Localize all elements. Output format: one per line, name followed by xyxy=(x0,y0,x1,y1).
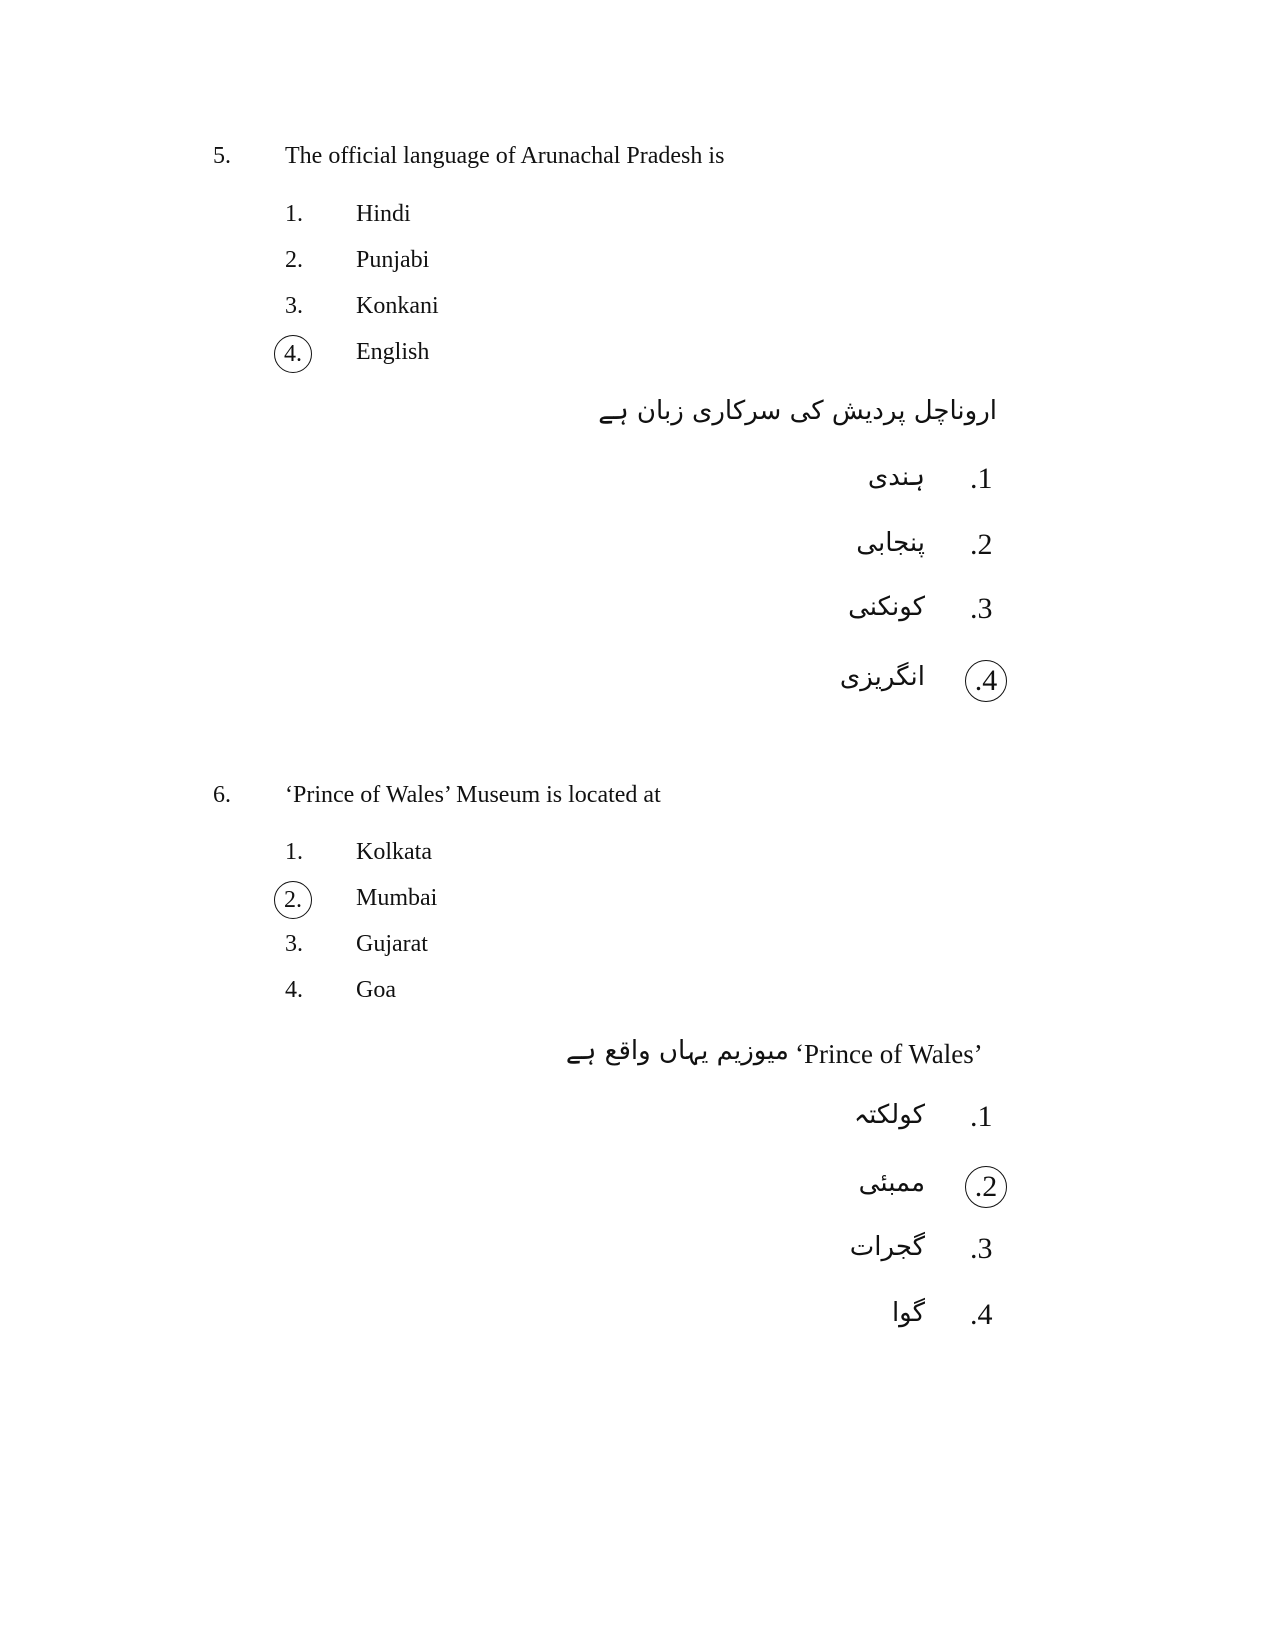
option-number: 1. xyxy=(285,201,303,227)
urdu-option-number: .1 xyxy=(970,462,993,495)
urdu-option-label: ممبئی xyxy=(858,1168,925,1198)
question-text: ‘Prince of Wales’ Museum is located at xyxy=(285,782,661,808)
urdu-option-number: .3 xyxy=(970,592,993,625)
urdu-option-label: گوا xyxy=(891,1298,925,1328)
urdu-option-label: کولکتہ xyxy=(853,1100,925,1130)
option-number: 2. xyxy=(285,247,303,273)
urdu-option-number: .3 xyxy=(970,1232,993,1265)
option-label: Konkani xyxy=(356,293,439,319)
option-label: Hindi xyxy=(356,201,411,227)
option-label: Gujarat xyxy=(356,931,428,957)
urdu-option-number: .2 xyxy=(970,528,993,561)
option-number: 3. xyxy=(285,293,303,319)
question-number: 5. xyxy=(213,143,231,169)
urdu-option-label: گجرات xyxy=(849,1232,925,1262)
option-label: Kolkata xyxy=(356,839,432,865)
option-number: 3. xyxy=(285,931,303,957)
urdu-option-label: ہندی xyxy=(867,462,925,492)
question-number: 6. xyxy=(213,782,231,808)
option-label: Goa xyxy=(356,977,396,1003)
option-number-circled: 2. xyxy=(274,881,312,919)
option-number: 4. xyxy=(285,977,303,1003)
urdu-option-number-circled: .2 xyxy=(965,1166,1007,1208)
urdu-question-latin: ‘Prince of Wales’ xyxy=(795,1039,983,1069)
option-label: English xyxy=(356,339,430,365)
urdu-option-number: .1 xyxy=(970,1100,993,1133)
option-label: Punjabi xyxy=(356,247,430,273)
urdu-option-label: پنجابی xyxy=(856,528,925,558)
option-label: Mumbai xyxy=(356,885,438,911)
question-text: The official language of Arunachal Pradesh is xyxy=(285,143,725,169)
urdu-option-number-circled: .4 xyxy=(965,660,1007,702)
urdu-question-text: اروناچل پردیش کی سرکاری زبان ہے xyxy=(598,396,997,426)
urdu-option-label: انگریزی xyxy=(839,662,925,692)
urdu-option-number: .4 xyxy=(970,1298,993,1331)
urdu-question-text: میوزیم یہاں واقع ہے xyxy=(565,1036,789,1066)
option-number-circled: 4. xyxy=(274,335,312,373)
option-number: 1. xyxy=(285,839,303,865)
urdu-option-label: کونکنی xyxy=(848,592,925,622)
